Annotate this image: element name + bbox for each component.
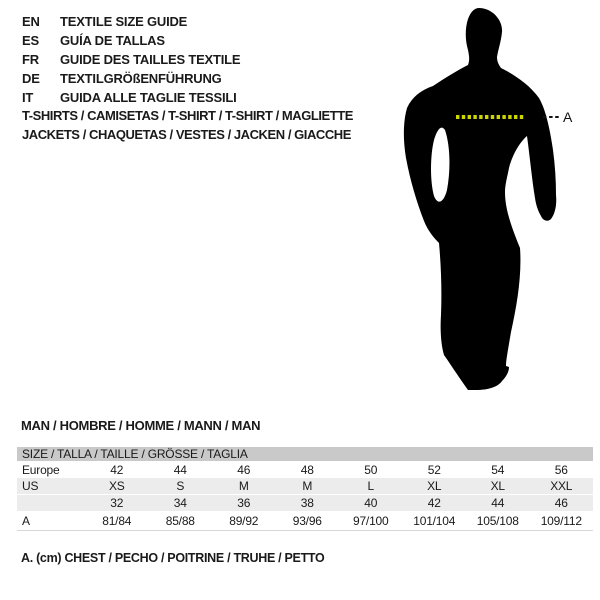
size-table-cell: 40 <box>364 496 378 510</box>
size-table-cell: 32 <box>110 496 124 510</box>
size-table-cell: 50 <box>364 462 378 477</box>
size-table-cell: 46 <box>554 496 568 510</box>
garment-categories <box>22 106 353 144</box>
size-table-row <box>17 495 593 512</box>
size-table-cell: XL <box>427 479 442 493</box>
size-table-cell: S <box>176 479 185 493</box>
language-code: EN <box>22 14 40 29</box>
size-table-cell: 36 <box>237 496 251 510</box>
size-table-cell: 46 <box>237 462 251 477</box>
size-table-cell: 85/88 <box>165 514 195 528</box>
size-table-cell: 34 <box>173 496 187 510</box>
size-table-cell: 56 <box>554 462 568 477</box>
language-code: FR <box>22 52 39 67</box>
size-table-cell: XL <box>490 479 505 493</box>
language-legend <box>22 12 240 107</box>
size-table-header: SIZE / TALLA / TAILLE / GRÖSSE / TAGLIA <box>17 447 593 461</box>
size-table-cell: 52 <box>427 462 441 477</box>
size-table-row <box>17 478 593 495</box>
language-guide-title: GUIDA ALLE TAGLIE TESSILI <box>60 90 237 105</box>
language-row <box>22 50 240 69</box>
man-silhouette-shape <box>404 8 556 390</box>
size-table-cell: 89/92 <box>229 514 259 528</box>
man-silhouette-svg <box>390 0 600 400</box>
language-guide-title: TEXTILGRÖßENFÜHRUNG <box>60 71 222 86</box>
measure-label-a: A <box>563 109 573 125</box>
size-table-cell: M <box>238 479 249 493</box>
section-title-man: MAN / HOMBRE / HOMME / MANN / MAN <box>21 418 261 433</box>
size-table-cell: 54 <box>491 462 505 477</box>
language-guide-title: GUÍA DE TALLAS <box>60 33 165 48</box>
language-row <box>22 69 240 88</box>
language-code: DE <box>22 71 40 86</box>
size-table-row-label: A <box>22 514 30 528</box>
language-guide-title: TEXTILE SIZE GUIDE <box>60 14 188 29</box>
size-table-cell: 81/84 <box>102 514 132 528</box>
language-code: ES <box>22 33 39 48</box>
size-table <box>17 447 593 531</box>
size-table-cell: XXL <box>550 479 573 493</box>
size-table-cell: 42 <box>110 462 124 477</box>
size-table-row-label: Europe <box>22 462 60 477</box>
man-silhouette-figure <box>390 0 600 400</box>
size-table-cell: 101/104 <box>413 514 456 528</box>
language-row <box>22 12 240 31</box>
language-row <box>22 88 240 107</box>
garment-category-line: JACKETS / CHAQUETAS / VESTES / JACKEN / GIACCHE <box>22 127 351 142</box>
language-row <box>22 31 240 50</box>
size-table-cell: 105/108 <box>476 514 519 528</box>
size-table-cell: 42 <box>427 496 441 510</box>
size-table-cell: 109/112 <box>540 514 582 528</box>
size-table-cell: 44 <box>173 462 187 477</box>
size-table-cell: 93/96 <box>292 514 322 528</box>
language-guide-title: GUIDE DES TAILLES TEXTILE <box>60 52 241 67</box>
size-table-cell: 48 <box>300 462 314 477</box>
size-table-cell: 44 <box>491 496 505 510</box>
size-table-cell: M <box>302 479 313 493</box>
size-table-row <box>17 461 593 478</box>
size-table-cell: 97/100 <box>352 514 389 528</box>
size-table-cell: XS <box>108 479 125 493</box>
size-table-cell: 38 <box>300 496 314 510</box>
size-table-cell: L <box>367 479 374 493</box>
measurement-footnote: A. (cm) CHEST / PECHO / POITRINE / TRUHE / PETTO <box>21 551 325 565</box>
size-table-body <box>17 461 593 530</box>
size-table-row-label: US <box>22 479 39 493</box>
language-code: IT <box>22 90 34 105</box>
garment-category-line: T-SHIRTS / CAMISETAS / T-SHIRT / T-SHIRT / MAGLIETTE <box>22 108 353 123</box>
size-table-row <box>17 512 593 530</box>
